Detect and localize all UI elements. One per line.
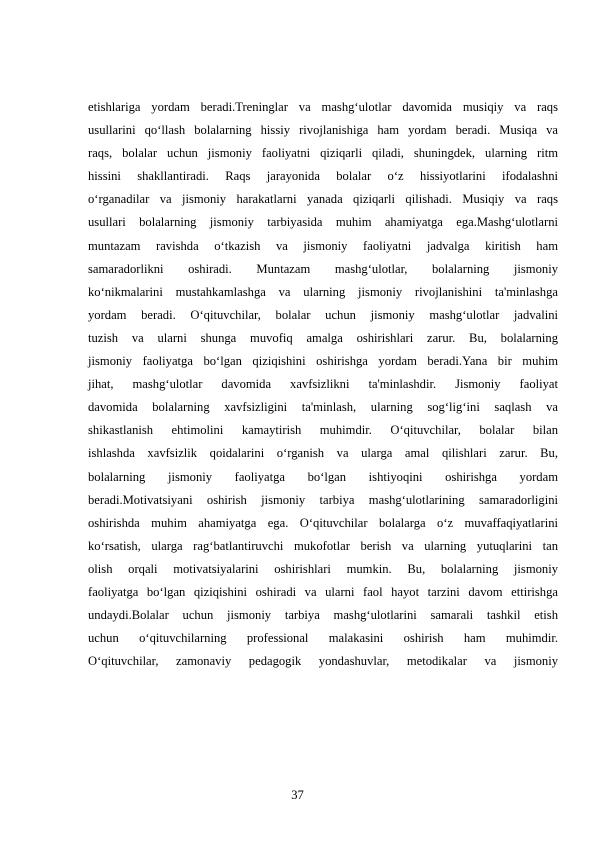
text-line: yordam beradi. O‘qituvchilar, bolalar uchun jismoniy mashg‘ulotlar jadvalini <box>88 307 558 322</box>
text-line: jismoniy faoliyatga bo‘lgan qiziqishini oshirishga yordam beradi.Yana bir muhim <box>88 354 558 369</box>
text-line: hissini shakllantiradi. Raqs jarayonida bolalar o‘z hissiyotlarini ifodalashni <box>88 169 558 184</box>
text-line: usullari bolalarning jismoniy tarbiyasida muhim ahamiyatga ega.Mashg‘ulotlarni <box>88 215 558 230</box>
text-line: beradi.Motivatsiyani oshirish jismoniy tarbiya mashg‘ulotlarining samaradorligini <box>88 492 558 507</box>
page-number: 37 <box>291 788 304 802</box>
text-line: samaradorlikni oshiradi. Muntazam mashg‘ulotlar, bolalarning jismoniy <box>88 261 558 276</box>
text-line: O‘qituvchilar, zamonaviy pedagogik yondashuvlar, metodikalar va jismoniy <box>88 654 558 669</box>
text-line: shikastlanish ehtimolini kamaytirish muhimdir. O‘qituvchilar, bolalar bilan <box>88 423 558 438</box>
text-line: tuzish va ularni shunga muvofiq amalga oshirishlari zarur. Bu, bolalarning <box>88 330 558 345</box>
text-line: muntazam ravishda o‘tkazish va jismoniy faoliyatni jadvalga kiritish ham <box>88 238 558 253</box>
text-line: olish orqali motivatsiyalarini oshirishlari mumkin. Bu, bolalarning jismoniy <box>88 561 558 576</box>
text-line: uchun o‘qituvchilarning professional malakasini oshirish ham muhimdir. <box>88 631 558 646</box>
text-line: usullarini qo‘llash bolalarning hissiy rivojlanishiga ham yordam beradi. Musiqa va <box>88 123 558 138</box>
text-line: ko‘nikmalarini mustahkamlashga va ularning jismoniy rivojlanishini ta'minlashga <box>88 284 558 299</box>
text-line: ishlashda xavfsizlik qoidalarini o‘rganish va ularga amal qilishlari zarur. Bu, <box>88 446 558 461</box>
text-line: undaydi.Bolalar uchun jismoniy tarbiya mashg‘ulotlarini samarali tashkil etish <box>88 608 558 623</box>
text-line: davomida bolalarning xavfsizligini ta'minlash, ularning sog‘lig‘ini saqlash va <box>88 400 558 415</box>
text-line: faoliyatga bo‘lgan qiziqishini oshiradi va ularni faol hayot tarzini davom ettirishga <box>88 584 558 599</box>
body-text <box>88 96 558 673</box>
text-line: jihat, mashg‘ulotlar davomida xavfsizlikni ta'minlashdir. Jismoniy faoliyat <box>88 377 558 392</box>
text-line: etishlariga yordam beradi.Treninglar va mashg‘ulotlar davomida musiqiy va raqs <box>88 100 558 114</box>
text-line: raqs, bolalar uchun jismoniy faoliyatni qiziqarli qiladi, shuningdek, ularning ritm <box>88 146 558 161</box>
text-line: ko‘rsatish, ularga rag‘batlantiruvchi mukofotlar berish va ularning yutuqlarini tan <box>88 538 558 553</box>
text-line: bolalarning jismoniy faoliyatga bo‘lgan ishtiyoqini oshirishga yordam <box>88 469 558 484</box>
text-line: oshirishda muhim ahamiyatga ega. O‘qituvchilar bolalarga o‘z muvaffaqiyatlarini <box>88 515 558 530</box>
text-line: o‘rganadilar va jismoniy harakatlarni yanada qiziqarli qilishadi. Musiqiy va raqs <box>88 192 558 207</box>
